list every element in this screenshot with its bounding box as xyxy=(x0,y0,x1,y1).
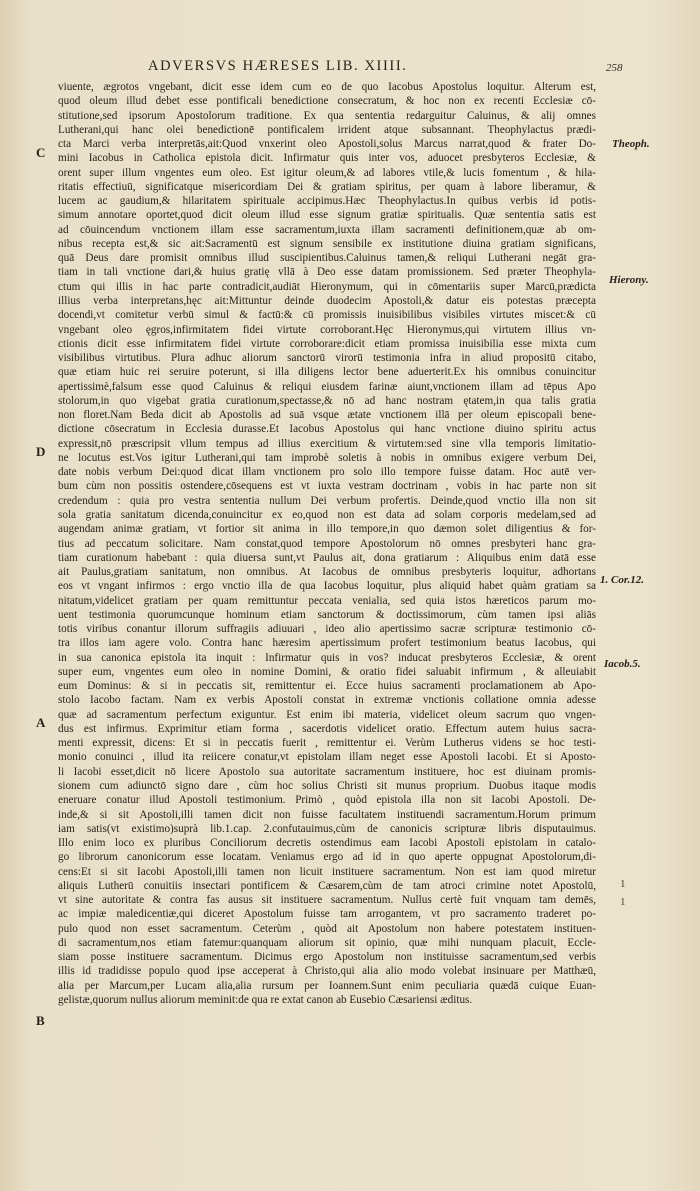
text-line: bum cùm non possitis ostendere,cōsequens est vt iuxta vestram doctrinam , vobis in hac parte non sit xyxy=(58,480,596,493)
text-line: sola gratia sanitatum dicenda,conuincitur ex eo,quod non est data ad solam corporis medelam,sed ad xyxy=(58,508,596,521)
text-line: cens:Et si sit Iacobi Apostoli,illi tamen non licuit instituere sacramentum. Non est iam quod miretur xyxy=(58,865,596,878)
text-line: expressit,nō præscripsit vllum tempus ad illius exercitium & virtutem:sed sine vlla temporis limitatio- xyxy=(58,437,596,450)
text-line: stolorum,in quo vigebat gratia curationum,spectasse,& nō ad hanc nostram ętatem,in qua talis gratia xyxy=(58,394,596,407)
margin-note-theoph: Theoph. xyxy=(612,138,650,150)
text-line: quæ ad sacramentum perfectum exiguntur. Est enim ibi materia, videlicet oleum sacrum quo vngen- xyxy=(58,708,596,721)
section-letter-b: B xyxy=(36,1013,45,1028)
text-line: di sacramentum,nos etiam fatemur:quanquam aliorum sit opinio, quæ mihi nunquam placuit, Eccle- xyxy=(58,936,596,949)
text-line: dus est infirmus. Exprimitur etiam forma , sacerdotis videlicet oratio. Effectum autem huius sacra- xyxy=(58,722,596,735)
text-line: inde,& si sit Apostoli,illi tamen dicit non fuisse facultatem instituendi sacramentum.Horum primum xyxy=(58,808,596,821)
text-line: vngebant oleo ęgros,infirmitatem fidei virtute corroborant.Hęc Hieronymus,qui virtutem illius vn- xyxy=(58,323,596,336)
text-line: apertissimè,falsum esse quod Caluinus & reliqui eiusdem farinæ aiunt,vnctionem illam ad tēpus Apo xyxy=(58,380,596,393)
margin-note-iacob: Iacob.5. xyxy=(604,658,641,670)
text-line: visibilibus virtutibus. Plura adhuc aliorum sanctorū virorū testimonia infra in aliud propositū citabo, xyxy=(58,352,596,365)
text-line: tius ad peccatum solicitare. Nam constat,quod tempore Apostolorum nō omnes presbyteri hanc gra- xyxy=(58,537,596,550)
text-line: pulo quod non esset sacramentum. Ceterùm , quòd ait Apostolum non habere potestatem instituen- xyxy=(58,922,596,935)
text-line: quod oleum illud debet esse pontificali benedictione consecratum, & hoc non ex recenti Ecclesiæ cō- xyxy=(58,95,596,108)
text-line: stolo Iacobo factam. Nam ex verbis Apostoli constat in extremæ vnctionis collatione omnia adesse xyxy=(58,694,596,707)
text-line: siam posse instituere sacramentum. Dicimus ergo Apostolum non instituisse sacramentum,sed verbis xyxy=(58,951,596,964)
text-line: totis viribus conantur illorum suffragiis adiuuari , ideo alio apertissimo sacræ scripturæ testimonio cō- xyxy=(58,623,596,636)
text-line: illius verba interpretans,hęc ait:Mittuntur deinde duodecim Apostoli,& datur eis potestas præcepta xyxy=(58,294,596,307)
text-line: tiam curationum habebant : quia diuersa sunt,vt Paulus ait, dona gratiarum : Aliquibus enim datā esse xyxy=(58,551,596,564)
text-line: credendum : quia pro vestra sententia nullum Dei verbum profertis. Deinde,quod vnctio illa non sit xyxy=(58,494,596,507)
text-line: eneruare conatur illud Apostoli testimonium. Primò , quòd epistola illa non sit Iacobi Apostoli. De- xyxy=(58,794,596,807)
text-line: docendi,vt comitetur verbū simul & factū:& cū promissis inuisibilibus visibiles virtutes miscet:& cū xyxy=(58,309,596,322)
text-line: ritatis effectiuū, significatque misericordiam Dei & gratiam spiritus, per quam à labore liberamur, & xyxy=(58,180,596,193)
margin-note-hierony: Hierony. xyxy=(609,274,649,286)
text-line: gelistæ,quorum nullus aliorum meminit:de qua re extat canon ab Eusebio Cæsariensi æditus. xyxy=(58,994,473,1006)
text-line: ctionis dicit esse infirmitatem fidei virtute corroborare:dicit etiam promissa inuisibilia esse mixta cum xyxy=(58,337,596,350)
text-line: ne locutus est.Vos igitur Lutherani,qui tam improbè soletis à nobis in omnibus exigere verbum Dei, xyxy=(58,451,596,464)
text-line: ait Paulus,gratiam sanitatum, non omnibus. At Iacobus de omnibus presbyteris loquitur, adhortans xyxy=(58,566,596,579)
main-text-block xyxy=(58,80,596,1007)
margin-mark: 1 xyxy=(620,896,626,908)
text-line: quā Deus dare promisit omnibus illud suscipientibus.Caluinus tamen,& reliqui Lutherani negāt gra- xyxy=(58,252,596,265)
text-line: mini Iacobus in Catholica epistola dicit. Infirmatur quis inter vos, aduocet presbyteros Ecclesiæ, & xyxy=(58,152,596,165)
text-line: ad cōuincendum vnctionem illam esse sacramentum,iuxta illam sacramenti definitionem,quæ ab om- xyxy=(58,223,596,236)
text-line: eos vt vngant infirmos : ergo vnctio illa de qua Iacobus loquitur, plus aliquid habet quàm gratiam sa xyxy=(58,580,596,593)
text-line: go librorum canonicorum esse locatam. Veniamus ergo ad id in quo aperte oppugnat Apostolorum,di- xyxy=(58,851,596,864)
text-line: augendam animæ gratiam, vt fortior sit anima in illo tempore,in quo dæmon solet diligentius & for- xyxy=(58,523,596,536)
margin-mark: 1 xyxy=(620,878,626,890)
text-line: non floret.Nam Beda dicit ab Apostolis ad suā vsque ætate vnctionem illā per oleum episcopali bene- xyxy=(58,409,596,422)
text-line: cta Marci verba interpretās,ait:Quod vnxerint oleo Apostoli,solus Marcus narrat,quod & frater Do- xyxy=(58,138,596,151)
text-line: vt sine autoritate & contra fas ausus sit instituere sacramentum. Nullus certè fuit vnquam tam demēs, xyxy=(58,894,596,907)
text-line: simum annotare oportet,quod dicit oleum illud esse signum gratiæ spiritualis. Quæ sententia satis est xyxy=(58,209,596,222)
text-line: li Iacobi esset,dicit nō licere Apostolo sua autoritate sacramentum instituere, hoc est diuinam promis- xyxy=(58,765,596,778)
text-line: lucem ac gaudium,& hilaritatem spirituale accipimus.Hæc Theophylactus.In quibus verbis id potis- xyxy=(58,195,596,208)
section-letter-a: A xyxy=(36,715,46,730)
text-line: in sua canonica epistola ita inquit : Infirmatur quis in vos? inducat presbyteros Ecclesiæ, & orent xyxy=(58,651,596,664)
text-line: super eum, vngentes eum oleo in nomine Domini, & oratio fidei saluabit infirmum , & alleuiabit xyxy=(58,665,596,678)
margin-note-cor: 1. Cor.12. xyxy=(600,574,645,586)
text-line: date nobis verbum Dei:quod dicat illam vnctionem pro solo illo tempore fuisse datam. Hoc autē ver- xyxy=(58,466,596,479)
running-title: ADVERSVS HÆRESES LIB. XIIII. xyxy=(148,58,408,74)
text-line: Lutherani,qui hanc olei benedictionē pontificalem irrident atque subsannant. Theophylactus prædi- xyxy=(58,123,596,136)
text-line: stitutione,sed ipsorum Apostolorum traditione. Ex qua sententia redarguitur Caluinus, & alij omnes xyxy=(58,109,596,122)
text-line: ctum qui illis in hac parte contradicit,audiāt Hieronymum, qui in cōmentariis super Marcū,prædicta xyxy=(58,280,596,293)
text-line: eum Dominus: & si in peccatis sit, remittentur ei. Ecce huius sacramenti proclamationem ab Apo- xyxy=(58,680,596,693)
text-line: quæ etiam huic rei seruire poterunt, si illa diligens lector bene aduerterit.Ex his omnibus conuincitur xyxy=(58,366,596,379)
text-line: illis id tradidisse populo quod ipse acceperat à Christo,qui alia alio modo volebat insinuare per Matthæū, xyxy=(58,965,596,978)
text-line: viuente, ægrotos vngebant, dicit esse idem cum eo de quo Iacobus Apostolus loquitur. Alterum est, xyxy=(58,81,596,93)
section-letter-c: C xyxy=(36,145,46,160)
text-line: menti expressit, dicens: Et si in peccatis fuerit , remittentur ei. Verùm Lutherus videns se hoc testi- xyxy=(58,737,596,750)
text-line: alia per Marcum,per Lucam alia,alia rursum per Ioannem.Sunt enim peculiaria quædā cuique Euan- xyxy=(58,979,596,992)
folio-number: 258 xyxy=(606,62,623,74)
text-line: sionem cum adiunctō signo dare , cùm hoc solius Christi sit munus proprium. Duobus itaque modis xyxy=(58,780,596,793)
text-line: Illo enim loco ex pluribus Conciliorum decretis ostendimus eam Iacobi Apostoli epistolam in catalo- xyxy=(58,837,596,850)
text-line: monio conuinci , illud ita reiicere conatur,vt epistolam illam neget esse Apostoli Iacobi. Et si Aposto- xyxy=(58,751,596,764)
text-line: aliquis Lutherū conuitiis insectari pontificem & Cæsarem,cùm de tam atroci crimine notet Apostolū, xyxy=(58,879,596,892)
text-line: uent testimonia quorumcunque hominum etiam sanctorum & doctissimorum, cùm tamen ipsi aliās xyxy=(58,608,596,621)
text-line: dictione cōsecratum in Ecclesia durasse.Et Iacobus Apostolus qui hanc vnctione diuino spiritu actus xyxy=(58,423,596,436)
text-line: nitatum,videlicet gratiam per quam remittuntur peccata venialia, sed quia istos hæreticos parum mo- xyxy=(58,594,596,607)
section-letter-d: D xyxy=(36,444,46,459)
text-line: ac impiæ maledicentiæ,qui diceret Apostolum fuisse tam arrogantem, vt pro sacramento traderet po- xyxy=(58,908,596,921)
text-line: tiam in tali vnctione dari,& huius gratię vllā à Deo esse datam promissionem. Sed præter Theophyla- xyxy=(58,266,596,279)
text-line: orent super illum vngentes eum oleo. Est igitur oleum,& ad labores vtile,& lucis fomentum , & hila- xyxy=(58,166,596,179)
text-line: nibus recepta est,& sic ait:Sacramentū est signum sensibile ex institutione diuina gratiam significans, xyxy=(58,237,596,250)
text-line: iam satis(vt existimo)suprà lib.1.cap. 2.confutauimus,cùm de canonicis scripturæ libris disputauimus. xyxy=(58,822,596,835)
text-line: tra illos iam agere volo. Contra hanc hæresim apertissimum profert testimonium beatus Iacobus, qui xyxy=(58,637,596,650)
